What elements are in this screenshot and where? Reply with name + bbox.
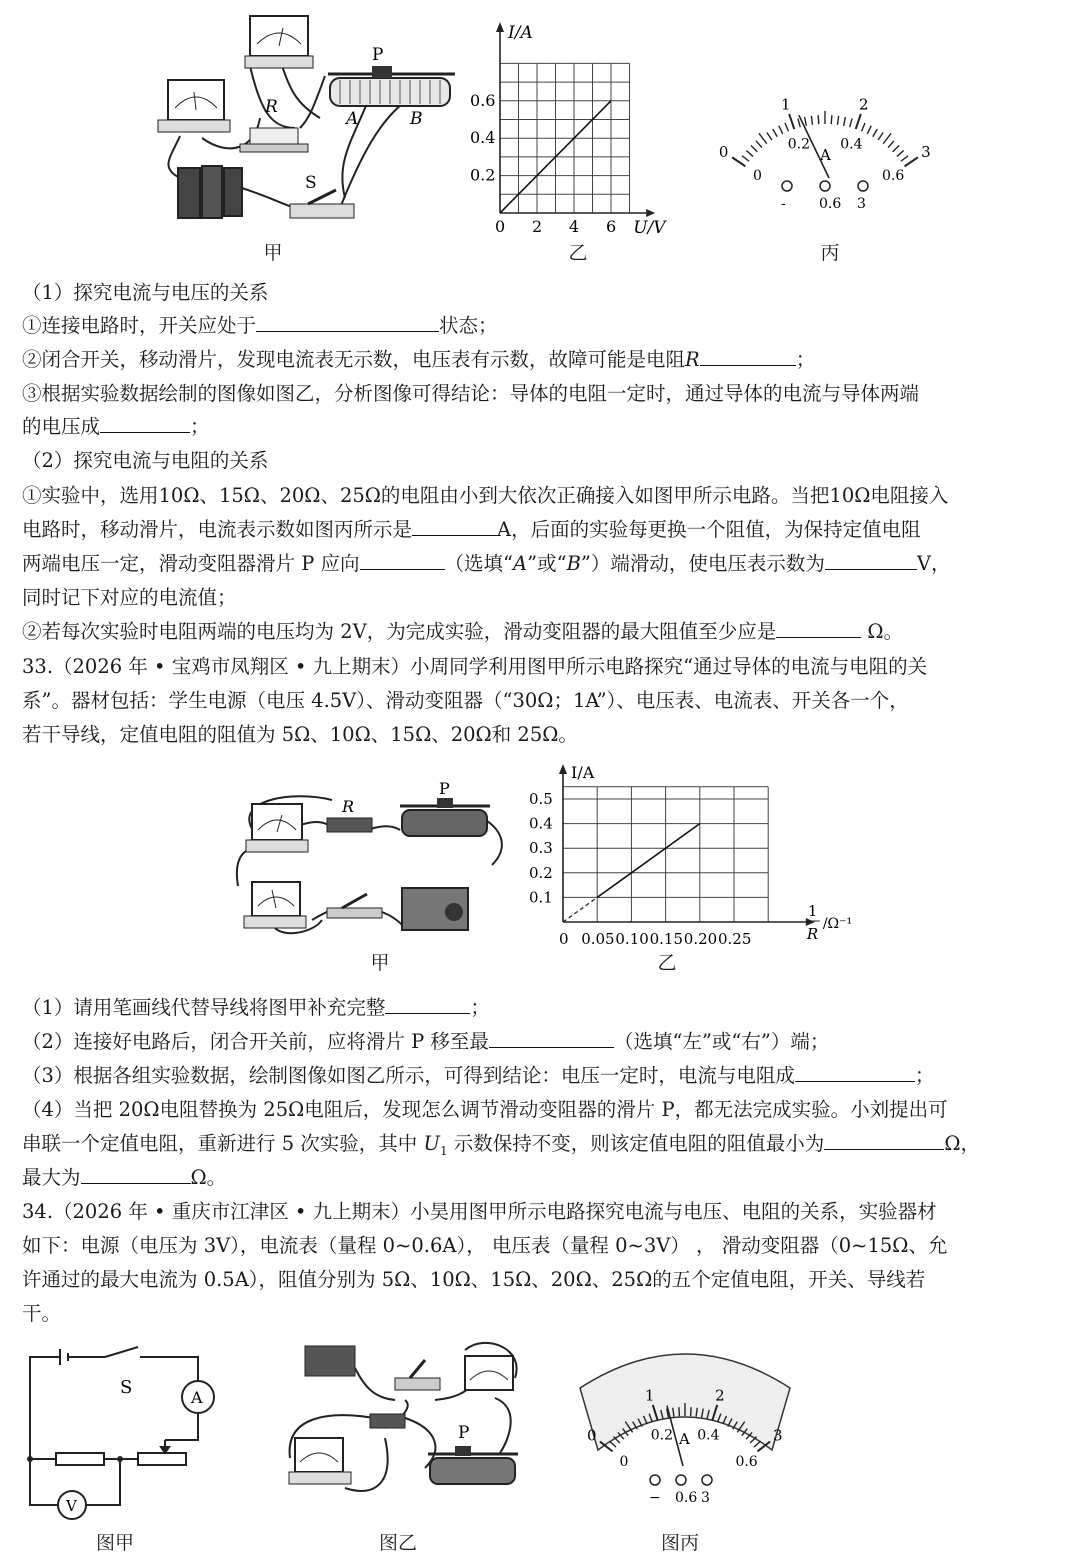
q32-part2-item2: ②若每次实验时电阻两端的电压均为 2V，为完成实验，滑动变阻器的最大阻值至少应是 Ω。 xyxy=(22,620,904,643)
outer-scale-label: 2 xyxy=(715,1386,725,1405)
terminal-label: − xyxy=(649,1490,661,1506)
label-P: P xyxy=(439,779,450,798)
q32-part1-item3-cont: 的电压成 ； xyxy=(22,415,210,438)
q32-part1-item1: ①连接电路时，开关应处于 状态； xyxy=(22,314,498,337)
x-tick-label: 0 xyxy=(559,930,569,948)
answer-blank[interactable] xyxy=(825,551,917,570)
x-tick-label: 0.10 xyxy=(615,930,649,948)
terminal-post xyxy=(820,181,830,191)
terminal-post xyxy=(702,1475,712,1485)
caption-jia-q33: 甲 xyxy=(370,952,390,974)
label-S: S xyxy=(305,173,317,193)
terminal-label: 0.6 xyxy=(819,196,842,212)
chart-yi-q33 xyxy=(515,760,865,955)
scale-tick xyxy=(856,114,861,129)
scale-tick xyxy=(905,157,918,166)
scale-tick xyxy=(798,119,800,128)
q33-item2: （2）连接好电路后，闭合开关前，应将滑片 P 移至最 （选填“左”或“右”）端； xyxy=(22,1030,830,1053)
x-axis-label: U/V xyxy=(633,218,666,238)
scale-tick xyxy=(811,116,812,125)
q34-intro-2: 如下：电源（电压为 3V），电流表（量程 0~0.6A）， 电压表（量程 0~3V） ， 滑动变阻器（0~15Ω、允 xyxy=(22,1234,948,1257)
y-tick-label: 0.5 xyxy=(529,790,553,808)
q32-part1-item2: ②闭合开关，移动滑片，发现电流表无示数，电压表有示数，故障可能是电阻R ； xyxy=(22,348,816,371)
answer-blank[interactable] xyxy=(385,995,470,1014)
scale-tick xyxy=(888,141,894,148)
y-tick-label: 0.3 xyxy=(529,839,553,858)
caption-bing: 丙 xyxy=(820,242,840,264)
circuit-figure-jia-top xyxy=(150,8,470,238)
terminal-post xyxy=(650,1475,660,1485)
scale-tick xyxy=(751,145,757,151)
q33-intro-3: 若干导线，定值电阻的阻值为 5Ω、10Ω、15Ω、20Ω和 25Ω。 xyxy=(22,723,578,746)
answer-blank[interactable] xyxy=(795,1063,915,1082)
q33-item4: （4）当把 20Ω电阻替换为 25Ω电阻后，发现怎么调节滑动变阻器的滑片 P，都无法完成实验。小刘提出可 xyxy=(22,1098,948,1121)
scale-tick xyxy=(878,133,883,140)
label-A: A xyxy=(346,109,359,129)
y-tick-label: 0.4 xyxy=(529,814,553,833)
terminal-label: - xyxy=(781,196,786,212)
outer-scale-label: 3 xyxy=(921,142,931,161)
q32-part2-item1-cont1: 电路时，移动滑片，电流表示数如图丙所示是 A，后面的实验每更换一个阻值，为保持定值电阻 xyxy=(22,518,921,541)
answer-blank[interactable] xyxy=(824,1131,944,1150)
caption-tuyi: 图乙 xyxy=(378,1532,417,1554)
q33-item1: （1）请用笔画线代替导线将图甲补充完整 ； xyxy=(22,996,490,1019)
scale-tick xyxy=(893,145,899,151)
answer-blank[interactable] xyxy=(700,347,796,366)
label-B: B xyxy=(410,109,423,129)
q32-part2-item1-cont2: 两端电压一定，滑动变阻器滑片 P 应向 （选填“A”或“B”）端滑动，使电压表示数为 V， xyxy=(22,552,951,575)
answer-blank[interactable] xyxy=(489,1029,614,1048)
inner-scale-label: 0.4 xyxy=(697,1427,720,1444)
outer-scale-label: 3 xyxy=(772,1426,783,1445)
y-axis-arrow xyxy=(559,764,567,774)
meter-unit-label: A xyxy=(820,146,831,164)
x-axis-arrow xyxy=(646,209,655,217)
circuit-figure-q34 xyxy=(285,1338,535,1523)
label-R: R xyxy=(342,797,355,816)
inner-scale-label: 0.4 xyxy=(840,136,863,153)
y-tick-label: 0.6 xyxy=(470,90,496,110)
label-P: P xyxy=(372,45,384,65)
outer-scale-label: 0 xyxy=(718,142,729,161)
q32-part2-title: （2）探究电流与电阻的关系 xyxy=(22,449,269,472)
ammeter-symbol: A xyxy=(191,1388,203,1407)
x-axis-label-numerator: 1 xyxy=(807,902,818,920)
inner-scale-label: 0.6 xyxy=(735,1453,758,1470)
inner-scale-label: 0 xyxy=(753,168,762,185)
scale-tick xyxy=(754,1441,761,1447)
y-axis-label: I/A xyxy=(571,763,595,782)
scale-tick xyxy=(756,141,762,148)
y-tick-label: 0.1 xyxy=(529,888,553,907)
x-tick-label: 0 xyxy=(495,217,506,236)
q32-part1-item3: ③根据实验数据绘制的图像如图乙，分析图像可得结论：导体的电阻一定时，通过导体的电流与导体两端 xyxy=(22,382,920,405)
answer-blank[interactable] xyxy=(776,619,861,638)
y-tick-label: 0.2 xyxy=(470,165,496,185)
q32-part1-title: （1）探究电流与电压的关系 xyxy=(22,281,269,304)
answer-blank[interactable] xyxy=(360,551,445,570)
scale-tick xyxy=(837,116,838,125)
q34-intro-4: 干。 xyxy=(22,1302,62,1325)
q32-part2-item1-cont3: 同时记下对应的电流值； xyxy=(22,586,237,609)
scale-tick xyxy=(897,150,904,156)
scale-tick xyxy=(789,114,794,129)
scale-tick xyxy=(850,119,852,128)
scale-tick xyxy=(867,126,871,134)
scale-tick xyxy=(759,133,767,143)
inner-scale-label: 0 xyxy=(619,1453,629,1470)
scale-tick xyxy=(773,129,777,137)
q33-item4-cont2: 最大为 Ω。 xyxy=(22,1166,227,1189)
y-tick-label: 0.4 xyxy=(470,128,496,148)
ammeter-dial-bing xyxy=(705,60,945,220)
scale-tick xyxy=(679,1407,680,1416)
caption-tubing: 图丙 xyxy=(660,1532,699,1554)
q34-intro-1: 34.（2026 年 • 重庆市江津区 • 九上期末）小昊用图甲所示电路探究电流与电压、电阻的关系，实验器材 xyxy=(22,1200,937,1223)
caption-yi-q33: 乙 xyxy=(657,952,677,974)
terminal-post xyxy=(782,181,792,191)
inner-scale-label: 0.2 xyxy=(787,136,811,153)
inner-scale-label: 0.2 xyxy=(650,1427,674,1444)
answer-blank[interactable] xyxy=(81,1165,191,1184)
outer-scale-label: 2 xyxy=(859,95,869,114)
label-R: R xyxy=(265,97,278,117)
data-line-dashed xyxy=(563,897,597,922)
terminal-label: 0.6 xyxy=(675,1490,698,1506)
scale-tick xyxy=(844,117,846,126)
terminal-post xyxy=(858,181,868,191)
scale-tick xyxy=(785,123,788,131)
x-axis-label-denominator: R xyxy=(806,925,819,943)
scale-tick xyxy=(831,115,832,124)
y-axis-label: I/A xyxy=(508,23,533,43)
circuit-schematic-q34 xyxy=(20,1345,230,1525)
answer-blank[interactable] xyxy=(100,414,190,433)
caption-jia: 甲 xyxy=(263,242,283,264)
scale-tick xyxy=(742,156,749,162)
x-tick-label: 4 xyxy=(569,217,580,236)
x-tick-label: 0.20 xyxy=(683,930,718,948)
x-tick-label: 0.05 xyxy=(581,930,615,948)
q33-item3: （3）根据各组实验数据，绘制图像如图乙所示，可得到结论：电压一定时，电流与电阻成 ； xyxy=(22,1064,935,1087)
q33-intro-2: 系”。器材包括：学生电源（电压 4.5V）、滑动变阻器（“30Ω；1A”）、电压表、电流表、开关各一个， xyxy=(22,689,909,712)
scale-tick xyxy=(732,157,745,166)
scale-tick xyxy=(779,126,783,134)
scale-tick xyxy=(818,115,819,124)
q33-intro-1: 33.（2026 年 • 宝鸡市凤翔区 • 九上期末）小周同学利用图甲所示电路探究“通过导体的电流与电阻的关 xyxy=(22,655,928,678)
scale-tick xyxy=(609,1441,616,1447)
scale-tick xyxy=(746,150,753,156)
voltmeter-symbol: V xyxy=(66,1497,77,1515)
ammeter-dial-tubing xyxy=(575,1338,795,1523)
terminal-label: 3 xyxy=(701,1490,710,1506)
q33-item4-cont1: 串联一个定值电阻，重新进行 5 次实验，其中 $U_1$ 示数保持不变，则该定值电阻的阻值最小为 Ω， xyxy=(22,1132,980,1158)
circuit-figure-jia-q33 xyxy=(232,779,522,945)
x-tick-label: 6 xyxy=(606,217,617,236)
meter-unit-label: A xyxy=(679,1430,690,1448)
outer-scale-label: 1 xyxy=(780,95,791,114)
terminal-post xyxy=(676,1475,686,1485)
q34-intro-3: 许通过的最大电流为 0.5A），阻值分别为 5Ω、10Ω、15Ω、20Ω、25Ω的五个定值电阻，开关、导线若 xyxy=(22,1268,926,1291)
inner-scale-label: 0.6 xyxy=(881,168,905,185)
terminal-label: 3 xyxy=(857,196,866,212)
caption-yi: 乙 xyxy=(568,242,588,264)
scale-tick xyxy=(805,117,807,126)
scale-tick xyxy=(862,123,865,131)
label-S: S xyxy=(120,1377,133,1398)
x-tick-label: 0.25 xyxy=(718,930,752,948)
x-tick-label: 0.15 xyxy=(649,930,684,948)
q32-part2-item1: ①实验中，选用10Ω、15Ω、20Ω、25Ω的电阻由小到大依次正确接入如图甲所示电路。当把10Ω电阻接入 xyxy=(22,484,949,507)
x-tick-label: 2 xyxy=(532,217,543,236)
y-tick-label: 0.2 xyxy=(529,863,553,882)
outer-scale-label: 1 xyxy=(644,1386,655,1405)
y-axis-arrow xyxy=(496,22,504,32)
scale-tick xyxy=(767,133,772,140)
caption-tujia: 图甲 xyxy=(95,1532,134,1554)
x-axis-label-unit: /Ω⁻¹ xyxy=(822,916,853,932)
chart-yi-top xyxy=(468,20,718,238)
label-P: P xyxy=(458,1423,470,1443)
scale-tick xyxy=(873,129,877,137)
scale-tick xyxy=(901,156,908,162)
outer-scale-label: 0 xyxy=(587,1426,597,1445)
answer-blank[interactable] xyxy=(412,517,497,536)
scale-tick xyxy=(883,133,891,143)
scale-tick xyxy=(691,1407,692,1416)
data-line xyxy=(597,824,700,898)
answer-blank[interactable] xyxy=(256,313,439,332)
